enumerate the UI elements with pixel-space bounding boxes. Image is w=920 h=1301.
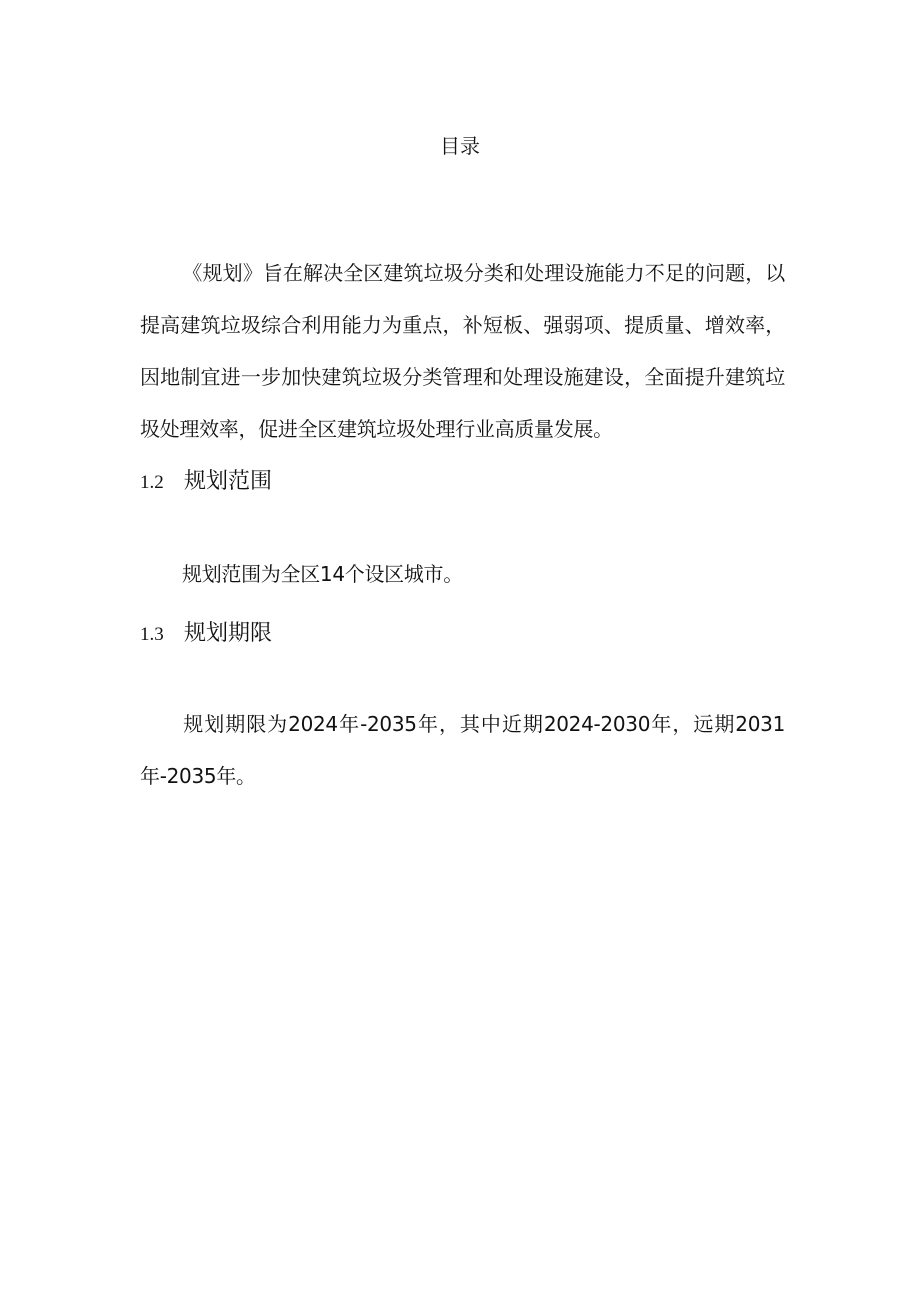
period-paragraph [140, 698, 785, 802]
scope-paragraph-text: 规划范围为全区14个设区城市。 [182, 562, 463, 586]
section-heading-1-3 [140, 619, 272, 650]
toc-title: 目录 [440, 134, 480, 158]
section-number: 1.3 [140, 624, 164, 645]
section-title: 规划范围 [184, 469, 273, 494]
section-number: 1.2 [140, 472, 164, 493]
section-heading-1-2 [140, 467, 272, 498]
scope-paragraph [140, 548, 785, 600]
section-title: 规划期限 [184, 621, 273, 646]
period-paragraph-text: 规划期限为2024年-2035年，其中近期2024-2030年，远期2031年-2035年。 [140, 712, 785, 788]
intro-paragraph-text: 《规划》旨在解决全区建筑垃圾分类和处理设施能力不足的问题，以提高建筑垃圾综合利用能力为重点，补短板、强弱项、提质量、增效率，因地制宜进一步加快建筑垃圾分类管理和处理设施建设，全面提升建筑垃圾处理效率，促进全区建筑垃圾处理行业高质量发展。 [140, 261, 785, 441]
intro-paragraph [140, 247, 785, 455]
